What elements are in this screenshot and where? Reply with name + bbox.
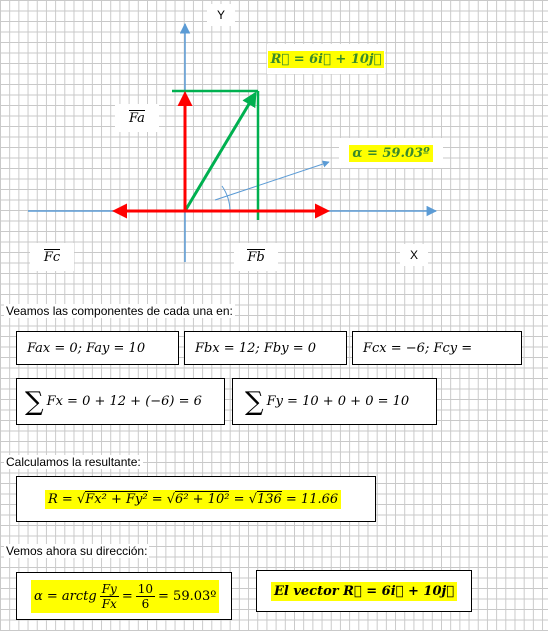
resultant-formula: R = √Fx² + Fy² = √6² + 10² = √136 = 11.66 (45, 490, 341, 509)
direction-box (16, 572, 232, 620)
components-box-b: Fbx = 12; Fby = 0 (184, 331, 347, 365)
direction-formula: α = arctg $\frac{Fy}{Fx}$ = $\frac{10}{6}$ = 59.03º (31, 580, 219, 613)
sum-y-box: ∑ Fy = 10 + 0 + 0 = 10 (232, 378, 437, 425)
resultant-label: R⃗ = 6i⃗ + 10j⃗ (267, 44, 385, 74)
angle-label: α = 59.03º (339, 138, 443, 168)
components-box-a: Fax = 0; Fay = 10 (16, 331, 179, 365)
angle-arc (222, 186, 230, 211)
resultant-vector (185, 94, 255, 211)
x-axis-label: X (400, 244, 428, 266)
sum-x-box: ∑ Fx = 0 + 12 + (−6) = 6 (16, 378, 225, 425)
fc-label: Fc (30, 243, 74, 271)
conclusion-box (256, 570, 472, 612)
resultant-intro: Calculamos la resultante: (6, 455, 141, 469)
fa-label: Fa (115, 104, 159, 132)
resultant-box (16, 476, 376, 522)
components-box-c: Fcx = −6; Fcy = (352, 331, 522, 365)
components-intro: Veamos las componentes de cada una en: (6, 304, 233, 318)
y-axis-label: Y (207, 4, 235, 26)
conclusion-text: El vector R⃗ = 6i⃗ + 10j⃗ (271, 582, 457, 601)
angle-pointer (215, 162, 329, 200)
direction-intro: Vemos ahora su dirección: (6, 544, 148, 558)
fb-label: Fb (234, 243, 278, 271)
